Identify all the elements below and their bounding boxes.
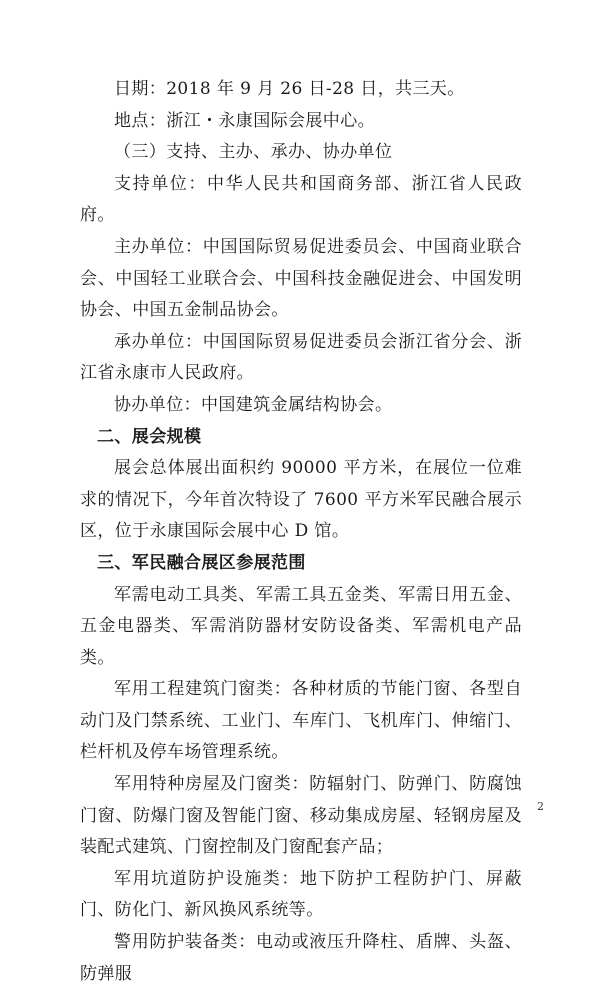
document-body (80, 74, 522, 990)
co-organizers-paragraph: 协办单位：中国建筑金属结构协会。 (114, 394, 393, 415)
undertakers-paragraph: 承办单位：中国国际贸易促进委员会浙江省分会、浙江省永康市人民政府。 (80, 331, 522, 384)
supporting-units-paragraph: 支持单位：中华人民共和国商务部、浙江省人民政府。 (80, 173, 522, 226)
exhibit-scope-heading: 三、军民融合展区参展范围 (97, 552, 306, 573)
organizers-paragraph: 主办单位：中国国际贸易促进委员会、中国商业联合会、中国轻工业联合会、中国科技金融促进会、中国发明协会、中国五金制品协会。 (80, 236, 522, 321)
military-tools-paragraph: 军需电动工具类、军需工具五金类、军需日用五金、五金电器类、军需消防器材安防设备类、军需机电产品类。 (80, 584, 522, 668)
tunnel-protection-paragraph: 军用坑道防护设施类：地下防护工程防护门、屏蔽门、防化门、新风换风系统等。 (80, 868, 522, 921)
special-housing-paragraph: 军用特种房屋及门窗类：防辐射门、防弹门、防腐蚀门窗、防爆门窗及智能门窗、移动集成房屋、轻钢房屋及装配式建筑、门窗控制及门窗配套产品； (80, 774, 522, 858)
page-number: 2 (537, 800, 544, 813)
exhibition-scale-heading: 二、展会规模 (97, 426, 202, 447)
exhibition-scale-paragraph: 展会总体展出面积约 90000 平方米，在展位一位难求的情况下，今年首次特设了 7600 平方米军民融合展示区，位于永康国际会展中心 D 馆。 (80, 458, 522, 542)
section-3-subheading: （三）支持、主办、承办、协办单位 (114, 142, 393, 163)
location-paragraph: 地点：浙江・永康国际会展中心。 (114, 110, 375, 131)
police-equipment-paragraph: 警用防护装备类：电动或液压升降柱、盾牌、头盔、防弹服 (80, 932, 522, 984)
date-paragraph: 日期：2018 年 9 月 26 日-28 日，共三天。 (114, 79, 465, 99)
military-doors-windows-paragraph: 军用工程建筑门窗类：各种材质的节能门窗、各型自动门及门禁系统、工业门、车库门、飞机库门、伸缩门、栏杆机及停车场管理系统。 (80, 679, 522, 763)
